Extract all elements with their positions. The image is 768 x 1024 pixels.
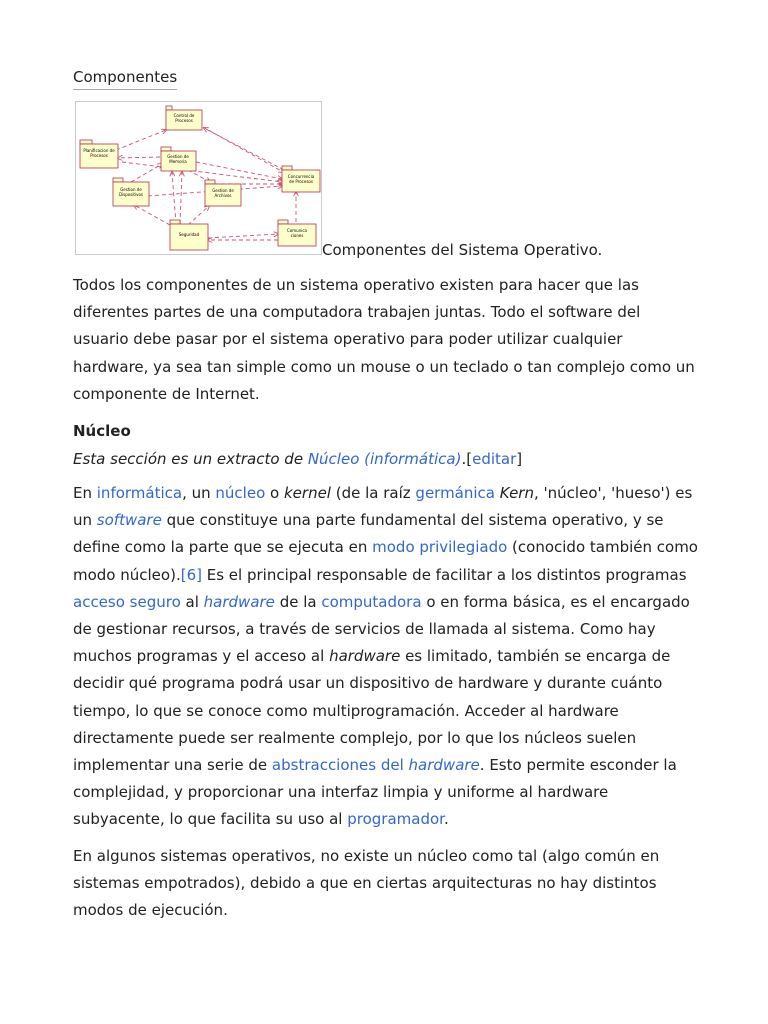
box-concurrencia xyxy=(282,166,320,192)
box-archivos-line1: Gestion de xyxy=(212,188,234,193)
text: que constituye una parte fundamental del sistema operativo, y se define como la parte que se ejecuta en xyxy=(73,511,664,557)
box-seguridad xyxy=(170,220,208,250)
box-planificacion xyxy=(80,140,118,168)
box-memoria-line2: Memoria xyxy=(169,159,187,164)
nucleo-paragraph-1 xyxy=(73,480,698,834)
term-hardware: hardware xyxy=(329,647,401,666)
link-abstracciones[interactable] xyxy=(272,756,480,774)
text: . xyxy=(443,810,449,829)
text: Es el principal responsable de facilitar a los distintos programas xyxy=(201,565,687,584)
link-abstracciones-italic: hardware xyxy=(408,756,480,775)
box-control xyxy=(166,106,202,130)
box-control-line1: Control de xyxy=(173,113,195,118)
box-planificacion-line1: Planificacion de xyxy=(83,148,115,153)
term-kernel: kernel xyxy=(283,484,331,502)
edit-link[interactable]: editar xyxy=(472,450,517,468)
link-nucleo[interactable]: núcleo xyxy=(215,484,266,502)
section-title: Componentes xyxy=(73,66,177,90)
nucleo-heading: Núcleo xyxy=(73,422,131,440)
box-control-line2: Procesos xyxy=(175,118,193,123)
figure xyxy=(73,101,698,261)
text: o xyxy=(265,484,284,502)
text: (de la raíz xyxy=(330,484,416,502)
box-dispositivos-line2: Dispositivos xyxy=(118,192,144,197)
link-hardware[interactable]: hardware xyxy=(203,592,275,611)
text: o en forma básica, es el encargado de gestionar recursos, a través de servicios de llamada al sistema. Como hay muchos programas y el acceso al xyxy=(73,592,690,666)
hatnote-suffix: . xyxy=(461,450,467,468)
text: , un xyxy=(182,484,216,502)
text: , 'núcleo', 'hueso') es un xyxy=(73,484,693,530)
link-abstracciones-text: abstracciones del xyxy=(271,756,409,775)
text: . Esto permite esconder la complejidad, y proporcionar una interfaz limpia y uniforme al hardware subyacente, lo que facilita su uso al xyxy=(73,756,677,829)
hatnote-prefix: Esta sección es un extracto de xyxy=(73,450,308,468)
box-concurrencia-line1: Concurrencia xyxy=(287,174,315,179)
text: al xyxy=(180,592,204,611)
box-archivos xyxy=(205,180,241,206)
box-comunicaciones-line2: ciones xyxy=(290,233,304,238)
box-dispositivos xyxy=(113,178,149,206)
text: (conocido también como modo núcleo). xyxy=(73,538,698,584)
link-germanica[interactable]: germánica xyxy=(415,484,495,502)
link-modo-privilegiado[interactable]: modo privilegiado xyxy=(372,538,508,557)
link-software[interactable]: software xyxy=(96,511,162,530)
text: de la xyxy=(274,592,322,611)
box-comunicaciones-line1: Comunica xyxy=(287,228,307,233)
box-concurrencia-line2: de Procesos xyxy=(289,179,313,184)
hatnote xyxy=(73,447,698,471)
edit-bracket-open: [ xyxy=(466,450,473,468)
box-planificacion-line2: Procesos xyxy=(90,153,108,158)
box-archivos-line2: Archivos xyxy=(214,193,232,198)
text: es limitado, también se encarga de decidir qué programa podrá usar un dispositivo de hardware y durante cuánto tiempo, lo que se conoce como multiprogramación. Acceder al hardware directamente puede ser realmente complejo, por lo que los núcleos suelen implementar una serie de xyxy=(73,647,671,775)
hatnote-link[interactable]: Núcleo (informática) xyxy=(307,450,462,468)
figure-caption: Componentes del Sistema Operativo. xyxy=(322,241,603,259)
link-informatica[interactable]: informática xyxy=(96,484,183,502)
reference-6[interactable]: [6] xyxy=(180,565,202,584)
intro-paragraph: Todos los componentes de un sistema operativo existen para hacer que las diferentes partes de una computadora trabajen juntas. Todo el software del usuario debe pasar por el sistema operativo para poder utilizar cualquier hardware, ya sea tan simple como un mouse o un teclado o tan complejo como un componente de Internet. xyxy=(73,276,695,403)
box-dispositivos-line1: Gestion de xyxy=(120,187,142,192)
box-seguridad-line1: Seguridad xyxy=(178,232,200,237)
diagram-svg xyxy=(76,102,321,254)
link-computadora[interactable]: computadora xyxy=(321,592,422,611)
link-acceso-seguro[interactable]: acceso seguro xyxy=(73,592,181,611)
text: En xyxy=(73,484,97,502)
box-comunicaciones xyxy=(278,220,316,246)
os-components-diagram[interactable] xyxy=(75,101,322,255)
box-memoria-line1: Gestion de xyxy=(167,154,189,159)
box-memoria xyxy=(161,147,196,171)
nucleo-paragraph-2: En algunos sistemas operativos, no existe un núcleo como tal (algo común en sistemas empotrados), debido a que en ciertas arquitecturas no hay distintos modos de ejecución. xyxy=(73,847,660,920)
edit-bracket-close: ] xyxy=(516,450,523,468)
link-programador[interactable]: programador xyxy=(347,810,444,829)
term-kern: Kern xyxy=(499,484,534,502)
